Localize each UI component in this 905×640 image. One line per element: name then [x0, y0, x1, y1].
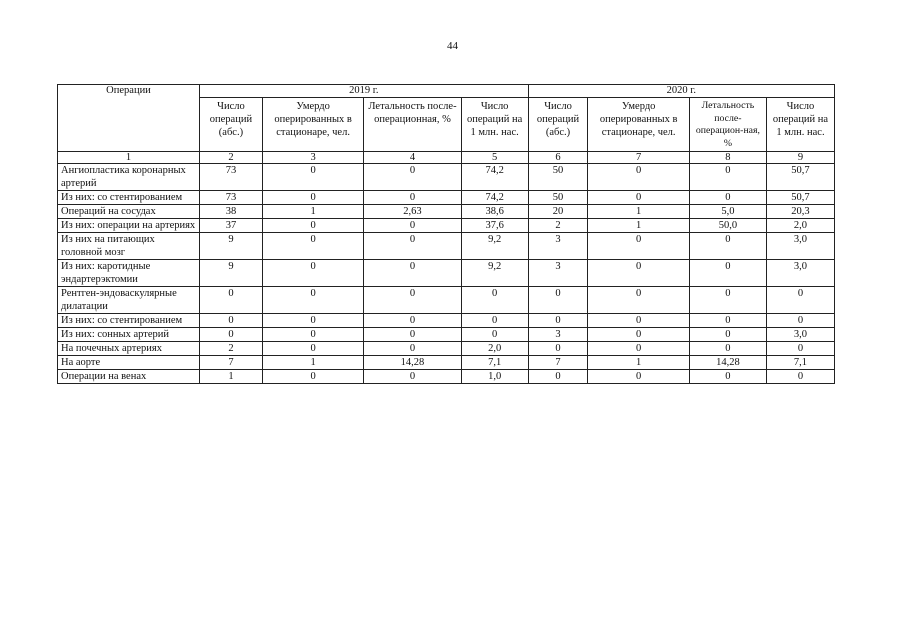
value-cell: 0 — [528, 342, 588, 356]
value-cell: 0 — [262, 260, 363, 287]
value-cell: 50,7 — [766, 164, 834, 191]
value-cell: 0 — [262, 233, 363, 260]
value-cell: 0 — [364, 287, 461, 314]
column-number: 6 — [528, 152, 588, 164]
value-cell: 0 — [766, 342, 834, 356]
value-cell: 7 — [200, 356, 263, 370]
value-cell: 9 — [200, 233, 263, 260]
value-cell: 1 — [262, 205, 363, 219]
value-cell: 0 — [689, 370, 766, 384]
value-cell: 14,28 — [689, 356, 766, 370]
col-header-per-million-2020: Число операций на 1 млн. нас. — [766, 98, 834, 152]
value-cell: 0 — [689, 314, 766, 328]
value-cell: 0 — [689, 191, 766, 205]
value-cell: 3,0 — [766, 233, 834, 260]
value-cell: 37 — [200, 219, 263, 233]
value-cell: 0 — [766, 287, 834, 314]
value-cell: 1 — [262, 356, 363, 370]
column-number-row — [58, 152, 835, 164]
table-row — [58, 314, 835, 328]
value-cell: 20 — [528, 205, 588, 219]
value-cell: 1 — [588, 205, 689, 219]
table-row — [58, 370, 835, 384]
col-header-died-2020: Умердо оперированных в стационаре, чел. — [588, 98, 689, 152]
value-cell: 0 — [689, 287, 766, 314]
operations-column-header: Операции — [58, 85, 200, 152]
table-row — [58, 356, 835, 370]
col-header-lethality-2020: Летальность после-операцион-ная, % — [689, 98, 766, 152]
table-row — [58, 287, 835, 314]
value-cell: 0 — [689, 164, 766, 191]
operation-name-cell: На почечных артериях — [58, 342, 200, 356]
value-cell: 0 — [461, 314, 528, 328]
value-cell: 0 — [364, 328, 461, 342]
value-cell: 0 — [364, 233, 461, 260]
table-row — [58, 205, 835, 219]
column-number: 5 — [461, 152, 528, 164]
value-cell: 9,2 — [461, 233, 528, 260]
value-cell: 0 — [262, 164, 363, 191]
value-cell: 0 — [364, 314, 461, 328]
value-cell: 0 — [364, 164, 461, 191]
value-cell: 2,0 — [461, 342, 528, 356]
column-number: 2 — [200, 152, 263, 164]
value-cell: 3 — [528, 260, 588, 287]
col-header-lethality-2019: Летальность после-операционная, % — [364, 98, 461, 152]
col-header-count-2019: Число операций (абс.) — [200, 98, 263, 152]
value-cell: 7,1 — [766, 356, 834, 370]
operation-name-cell: На аорте — [58, 356, 200, 370]
value-cell: 2,0 — [766, 219, 834, 233]
column-number: 3 — [262, 152, 363, 164]
value-cell: 50 — [528, 164, 588, 191]
value-cell: 0 — [364, 219, 461, 233]
value-cell: 0 — [364, 370, 461, 384]
year-2020-header: 2020 г. — [528, 85, 834, 98]
value-cell: 0 — [262, 328, 363, 342]
col-header-died-2019: Умердо оперированных в стационаре, чел. — [262, 98, 363, 152]
value-cell: 0 — [689, 342, 766, 356]
operation-name-cell: Ангиопластика коронарных артерий — [58, 164, 200, 191]
value-cell: 0 — [689, 260, 766, 287]
value-cell: 38 — [200, 205, 263, 219]
page-number: 44 — [447, 40, 458, 52]
value-cell: 0 — [200, 328, 263, 342]
value-cell: 74,2 — [461, 191, 528, 205]
value-cell: 0 — [262, 287, 363, 314]
value-cell: 0 — [364, 191, 461, 205]
value-cell: 73 — [200, 164, 263, 191]
column-number: 7 — [588, 152, 689, 164]
value-cell: 0 — [766, 314, 834, 328]
value-cell: 0 — [262, 314, 363, 328]
value-cell: 50 — [528, 191, 588, 205]
value-cell: 0 — [461, 287, 528, 314]
table-row — [58, 260, 835, 287]
value-cell: 9,2 — [461, 260, 528, 287]
value-cell: 1 — [200, 370, 263, 384]
value-cell: 0 — [364, 342, 461, 356]
value-cell: 0 — [689, 328, 766, 342]
value-cell: 50,0 — [689, 219, 766, 233]
value-cell: 0 — [528, 314, 588, 328]
value-cell: 0 — [588, 287, 689, 314]
year-header-row — [58, 85, 835, 98]
column-number: 4 — [364, 152, 461, 164]
value-cell: 2,63 — [364, 205, 461, 219]
value-cell: 0 — [588, 233, 689, 260]
value-cell: 0 — [528, 370, 588, 384]
operation-name-cell: Из них на питающих головной мозг — [58, 233, 200, 260]
operation-name-cell: Из них: сонных артерий — [58, 328, 200, 342]
operations-table — [57, 84, 835, 384]
value-cell: 0 — [689, 233, 766, 260]
value-cell: 20,3 — [766, 205, 834, 219]
value-cell: 0 — [262, 370, 363, 384]
value-cell: 0 — [588, 370, 689, 384]
value-cell: 7,1 — [461, 356, 528, 370]
value-cell: 1 — [588, 219, 689, 233]
table-row — [58, 219, 835, 233]
operation-name-cell: Из них: операции на артериях — [58, 219, 200, 233]
value-cell: 1 — [588, 356, 689, 370]
operation-name-cell: Из них: со стентированием — [58, 314, 200, 328]
table-row — [58, 233, 835, 260]
value-cell: 14,28 — [364, 356, 461, 370]
value-cell: 73 — [200, 191, 263, 205]
value-cell: 3,0 — [766, 260, 834, 287]
operation-name-cell: Рентген-эндоваскулярные дилатации — [58, 287, 200, 314]
value-cell: 5,0 — [689, 205, 766, 219]
year-2019-header: 2019 г. — [200, 85, 529, 98]
value-cell: 0 — [588, 328, 689, 342]
table-body — [58, 164, 835, 384]
value-cell: 0 — [200, 314, 263, 328]
value-cell: 0 — [588, 164, 689, 191]
value-cell: 0 — [262, 342, 363, 356]
column-number: 8 — [689, 152, 766, 164]
value-cell: 3 — [528, 233, 588, 260]
operation-name-cell: Операции на венах — [58, 370, 200, 384]
value-cell: 74,2 — [461, 164, 528, 191]
table-row — [58, 191, 835, 205]
table-row — [58, 342, 835, 356]
column-number: 1 — [58, 152, 200, 164]
column-number: 9 — [766, 152, 834, 164]
value-cell: 0 — [588, 342, 689, 356]
col-header-per-million-2019: Число операций на 1 млн. нас. — [461, 98, 528, 152]
value-cell: 2 — [528, 219, 588, 233]
value-cell: 0 — [588, 260, 689, 287]
value-cell: 3 — [528, 328, 588, 342]
value-cell: 0 — [262, 219, 363, 233]
value-cell: 3,0 — [766, 328, 834, 342]
value-cell: 7 — [528, 356, 588, 370]
value-cell: 50,7 — [766, 191, 834, 205]
value-cell: 0 — [588, 314, 689, 328]
col-header-count-2020: Число операций (абс.) — [528, 98, 588, 152]
table-row — [58, 328, 835, 342]
value-cell: 0 — [200, 287, 263, 314]
value-cell: 2 — [200, 342, 263, 356]
value-cell: 0 — [588, 191, 689, 205]
operation-name-cell: Операций на сосудах — [58, 205, 200, 219]
value-cell: 0 — [461, 328, 528, 342]
value-cell: 0 — [262, 191, 363, 205]
value-cell: 37,6 — [461, 219, 528, 233]
value-cell: 9 — [200, 260, 263, 287]
table-row — [58, 164, 835, 191]
value-cell: 0 — [364, 260, 461, 287]
value-cell: 0 — [528, 287, 588, 314]
value-cell: 38,6 — [461, 205, 528, 219]
operation-name-cell: Из них: со стентированием — [58, 191, 200, 205]
value-cell: 1,0 — [461, 370, 528, 384]
value-cell: 0 — [766, 370, 834, 384]
operation-name-cell: Из них: каротидные эндартерэктомии — [58, 260, 200, 287]
